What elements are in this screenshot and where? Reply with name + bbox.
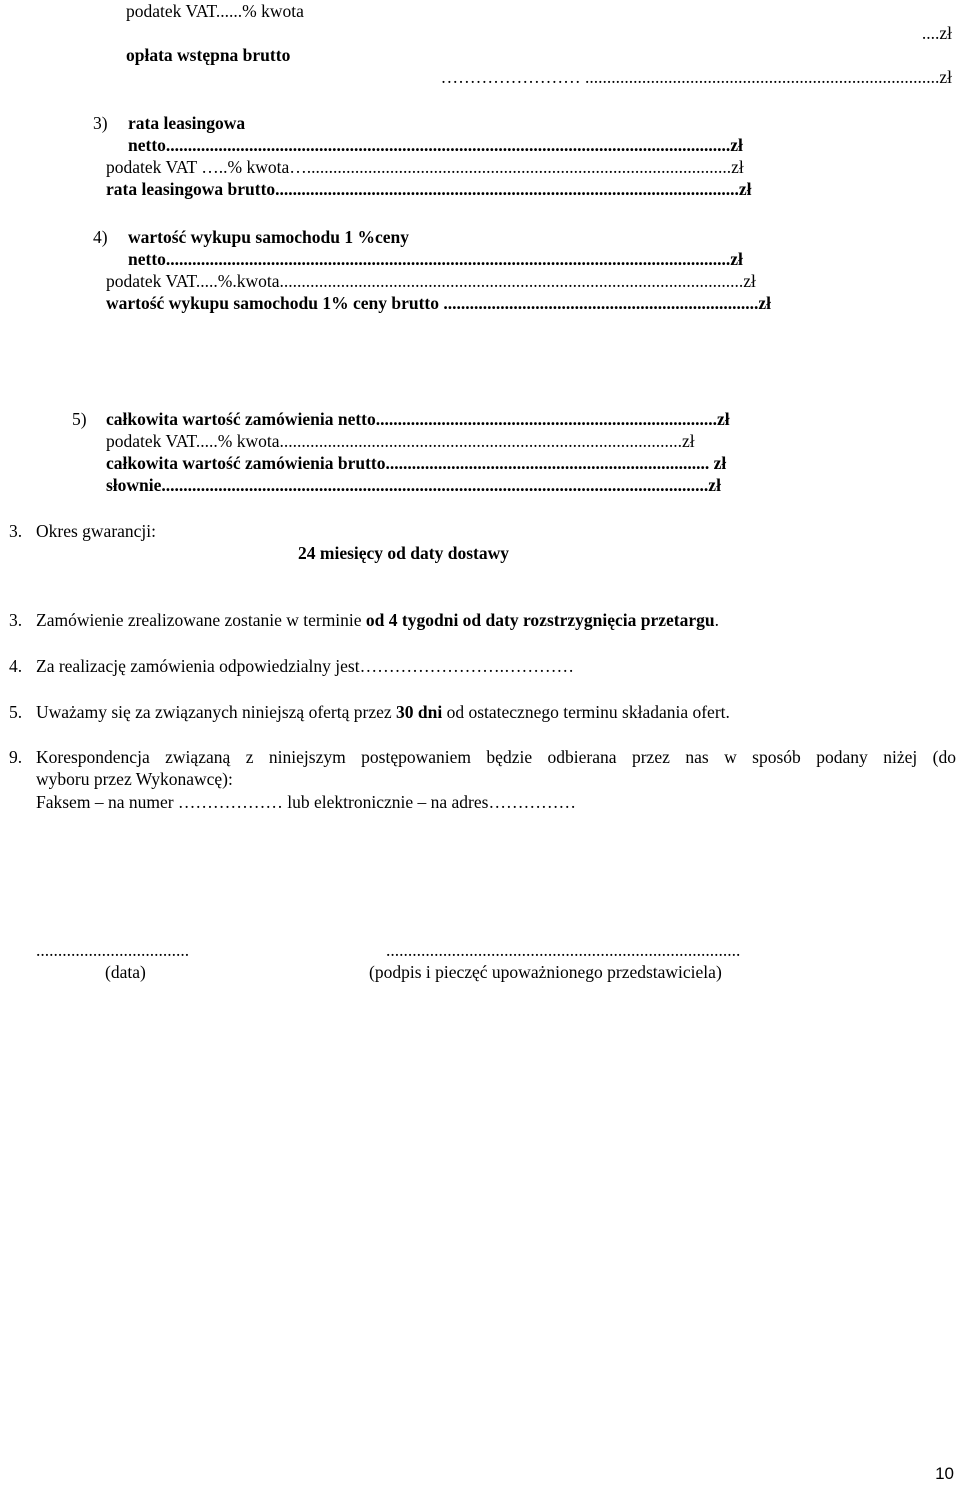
brutto-label-item2: opłata wstępna brutto: [126, 45, 291, 65]
term-text-end: .: [714, 610, 719, 630]
warranty-label: Okres gwarancji:: [36, 521, 157, 541]
vat-value-item2: ....zł: [921, 23, 952, 43]
item4-number: 4): [93, 227, 108, 247]
item3-number: 3): [93, 113, 108, 133]
binding-text-end: od ostatecznego terminu składania ofert.: [442, 702, 730, 722]
correspondence-line1: Korespondencja związaną z niniejszym postępowaniem będzie odbierana przez nas w sposób podany niżej (do: [36, 747, 956, 767]
item3-netto: netto.................................................................................................................................zł: [128, 135, 743, 155]
binding-text: Uważamy się za związanych niniejszą ofertą przez: [36, 702, 397, 722]
term-number: 3.: [9, 610, 23, 630]
item4-vat: podatek VAT.....%.kwota..........................................................................................................zł: [106, 271, 756, 291]
binding-text-bold: 30 dni: [396, 702, 443, 722]
correspondence-line2: wyboru przez Wykonawcę):: [36, 769, 233, 789]
item3-brutto: rata leasingowa brutto..........................................................................................................zł: [106, 179, 752, 199]
binding-paragraph: [36, 701, 730, 723]
vat-label-item2: podatek VAT......% kwota: [126, 1, 304, 21]
date-label: (data): [105, 962, 146, 982]
item4-title: wartość wykupu samochodu 1 %ceny: [128, 227, 409, 247]
item5-number: 5): [72, 409, 87, 429]
date-dots: ...................................: [36, 940, 190, 960]
signature-dots: .................................................................................: [386, 940, 741, 960]
responsible-number: 4.: [9, 656, 23, 676]
item5-netto: całkowita wartość zamówienia netto..............................................................................zł: [106, 409, 730, 429]
item5-vat: podatek VAT.....% kwota............................................................................................zł: [106, 431, 695, 451]
brutto-value-item2: …………………… .................................................................................zł: [440, 67, 952, 87]
term-text-bold: od 4 tygodni od daty rozstrzygnięcia przetargu: [365, 610, 715, 630]
item3-title: rata leasingowa: [128, 113, 246, 133]
correspondence-number: 9.: [9, 747, 23, 767]
warranty-value: 24 miesięcy od daty dostawy: [298, 543, 509, 563]
term-text: Zamówienie zrealizowane zostanie w terminie: [36, 610, 366, 630]
correspondence-line3: Faksem – na numer ……………… lub elektronicznie – na adres……………: [36, 792, 576, 812]
responsible-text: Za realizację zamówienia odpowiedzialny jest…………………….…………: [36, 656, 574, 676]
item4-brutto: wartość wykupu samochodu 1% ceny brutto ........................................................................zł: [106, 293, 772, 313]
item5-brutto: całkowita wartość zamówienia brutto.......................................................................... zł: [106, 453, 727, 473]
term-paragraph: [36, 609, 719, 631]
signature-label: (podpis i pieczęć upoważnionego przedstawiciela): [369, 962, 722, 982]
warranty-number: 3.: [9, 521, 23, 541]
page-number: 10: [935, 1464, 954, 1483]
item3-vat: podatek VAT …..% kwota….................................................................................................zł: [106, 157, 744, 177]
item4-netto: netto.................................................................................................................................zł: [128, 249, 743, 269]
binding-number: 5.: [9, 702, 23, 722]
item5-words: słownie.............................................................................................................................zł: [106, 475, 721, 495]
